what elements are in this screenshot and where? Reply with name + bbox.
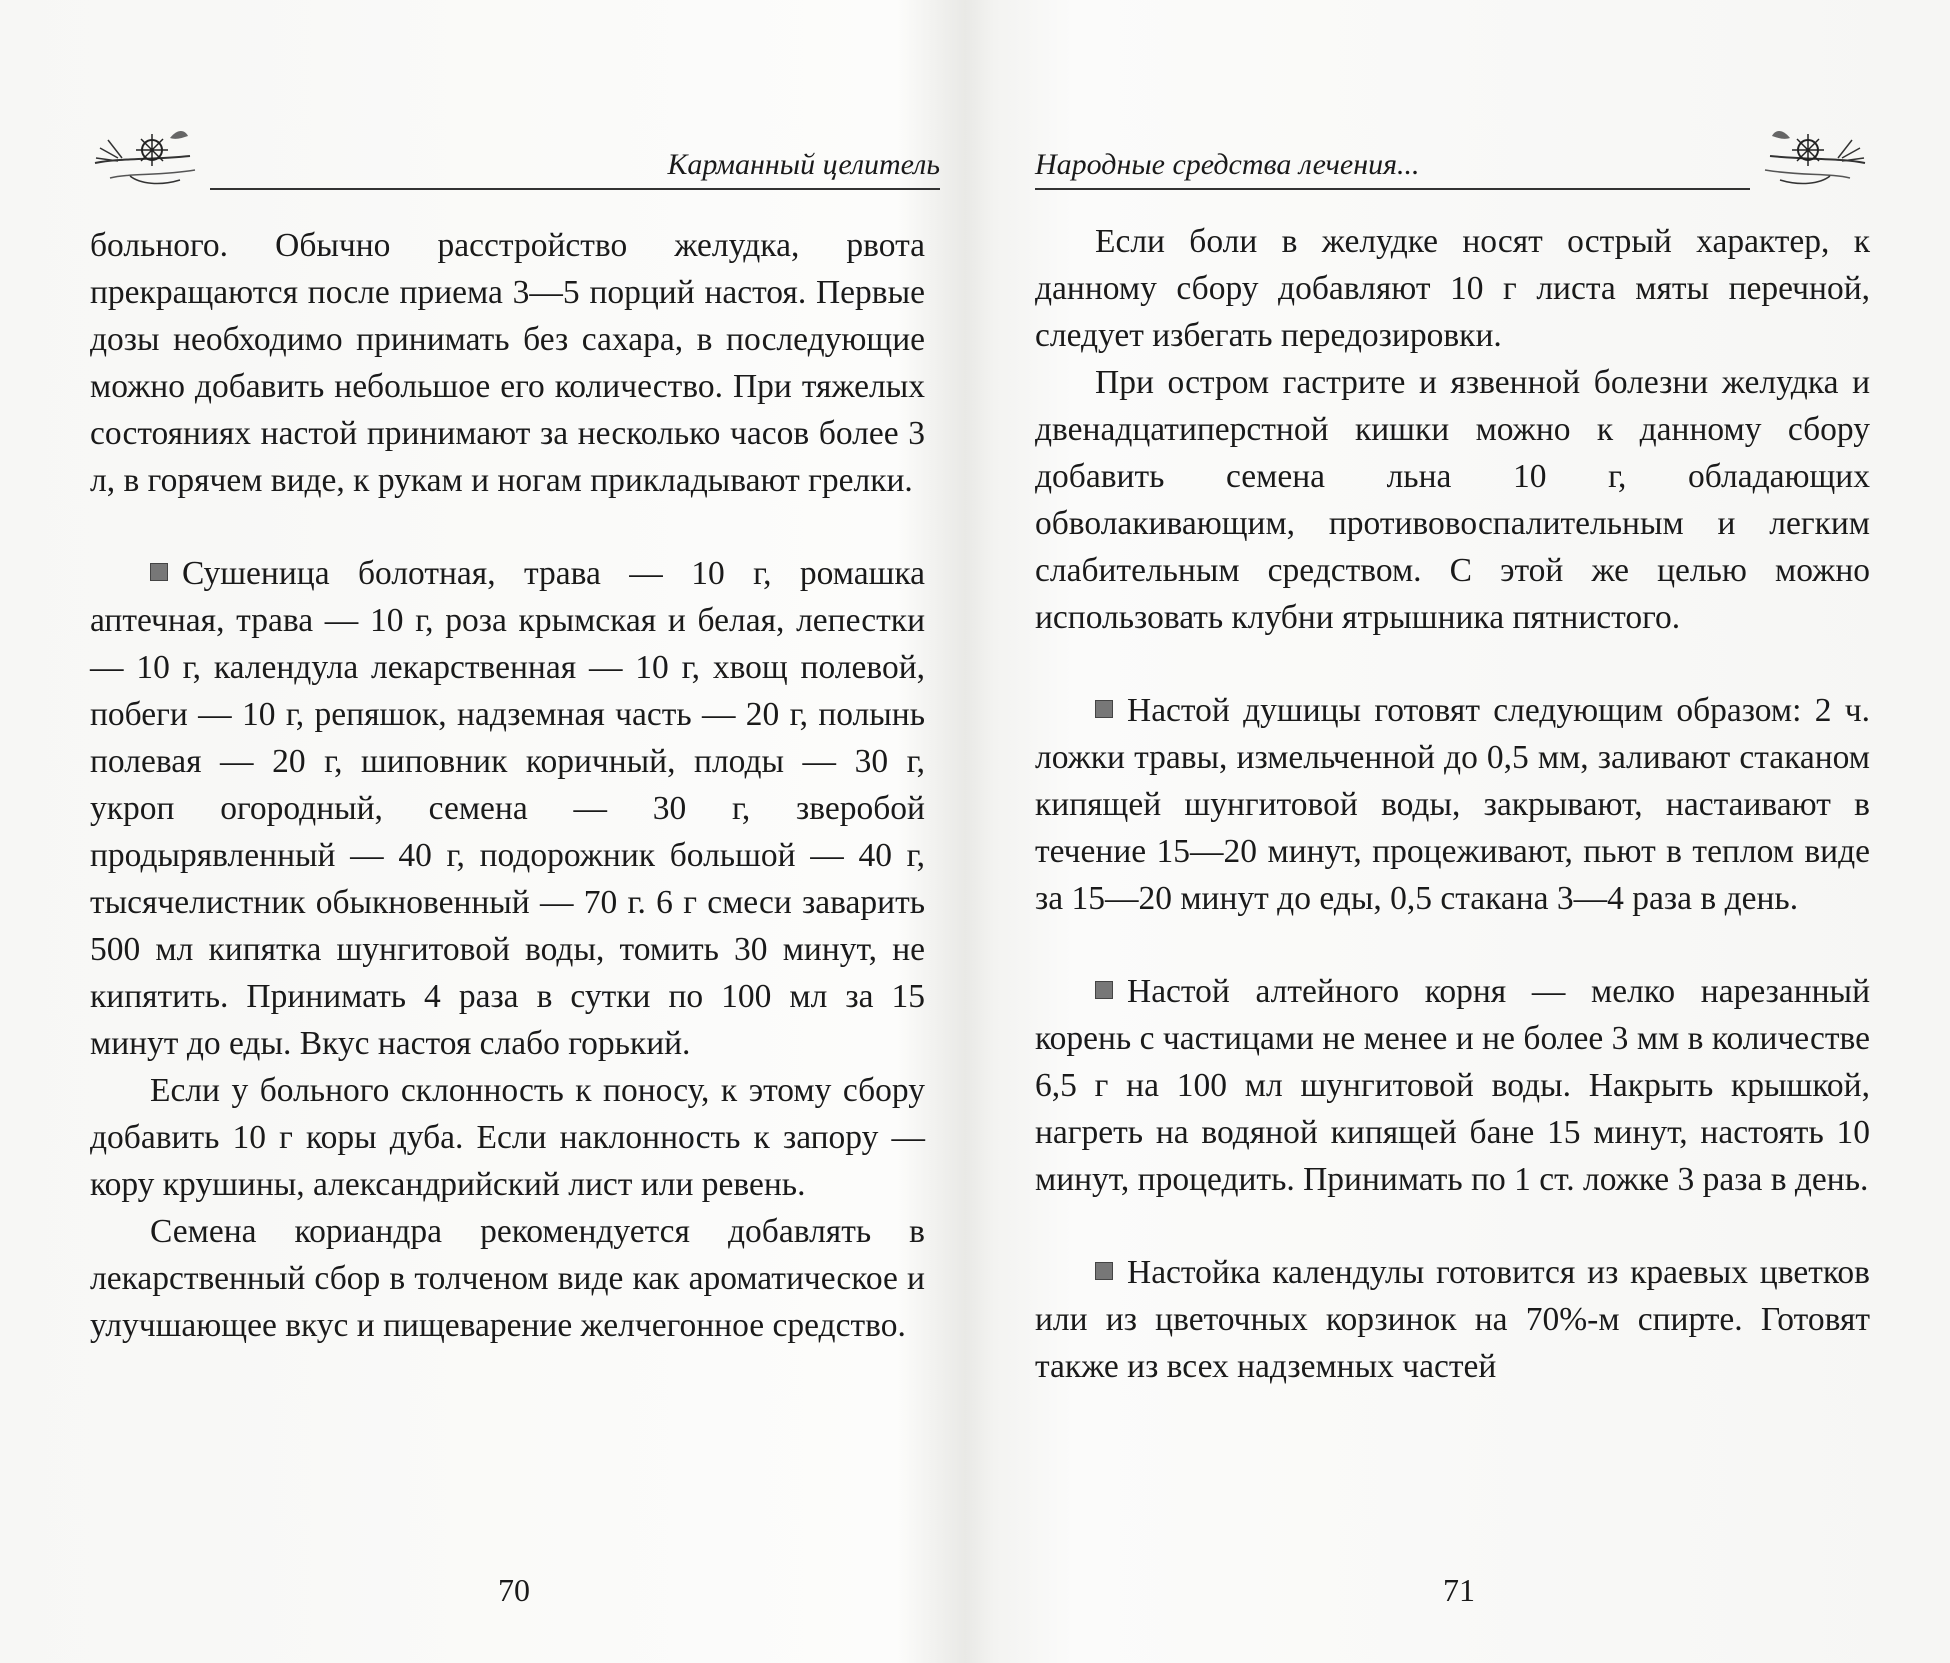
running-title: Карманный целитель	[667, 148, 940, 181]
left-page-text	[90, 222, 925, 1349]
header-rule	[210, 188, 940, 190]
right-page-header	[1035, 118, 1870, 198]
left-page-header	[90, 118, 940, 198]
paragraph: больного. Обычно расстройство желудка, рвота прекращаются после приема 3—5 порций настоя. Первые дозы необходимо принимать без сахара, в последующие можно добавить небольшое его количество. При тяжелых состояниях настой принимают за несколько часов более 3 л, в горячем виде, к рукам и ногам прикладывают грелки.	[90, 227, 925, 499]
flower-ornament-icon	[1760, 118, 1870, 198]
right-page-text	[1035, 218, 1870, 1390]
paragraph: Настой алтейного корня — мелко нарезанный корень с частицами не менее и не более 3 мм в количестве 6,5 г на 100 мл шунгитовой воды. Накрыть крышкой, нагреть на водяной кипящей бане 15 минут, настоять 10 минут, процедить. Принимать по 1 ст. ложке 3 раза в день.	[1035, 973, 1870, 1198]
paragraph: Семена кориандра рекомендуется добавлять в лекарственный сбор в толченом виде как ароматическое и улучшающее вкус и пищеварение желчегонное средство.	[90, 1213, 925, 1344]
page-number: 70	[498, 1572, 530, 1608]
paragraph: Если у больного склонность к поносу, к этому сбору добавить 10 г коры дуба. Если наклонность к запору — кору крушины, александрийский лист или ревень.	[90, 1072, 925, 1203]
paragraph: Настойка календулы готовится из краевых цветков или из цветочных корзинок на 70%-м спирте. Готовят также из всех надземных частей	[1035, 1254, 1870, 1385]
running-title: Народные средства лечения...	[1035, 148, 1420, 181]
paragraph: Настой душицы готовят следующим образом: 2 ч. ложки травы, измельченной до 0,5 мм, заливают стаканом кипящей шунгитовой воды, закрывают, настаивают в течение 15—20 минут, процеживают, пьют в теплом виде за 15—20 минут до еды, 0,5 стакана 3—4 раза в день.	[1035, 692, 1870, 917]
square-bullet-icon	[150, 563, 168, 581]
flower-ornament-icon	[90, 118, 200, 198]
right-page	[975, 0, 1950, 1663]
paragraph: Если боли в желудке носят острый характер, к данному сбору добавляют 10 г листа мяты перечной, следует избегать передозировки.	[1035, 223, 1870, 354]
square-bullet-icon	[1095, 1262, 1113, 1280]
square-bullet-icon	[1095, 700, 1113, 718]
paragraph: Сушеница болотная, трава — 10 г, ромашка аптечная, трава — 10 г, роза крымская и белая, лепестки — 10 г, календула лекарственная — 10 г, хвощ полевой, побеги — 10 г, репяшок, надземная часть — 20 г, полынь полевая — 20 г, шиповник коричный, плоды — 30 г, укроп огородный, семена — 30 г, зверобой продырявленный — 40 г, подорожник большой — 40 г, тысячелистник обыкновенный — 70 г. 6 г смеси заварить 500 мл кипятка шунгитовой воды, томить 30 минут, не кипятить. Принимать 4 раза в сутки по 100 мл за 15 минут до еды. Вкус настоя слабо горький.	[90, 555, 925, 1062]
square-bullet-icon	[1095, 981, 1113, 999]
paragraph: При остром гастрите и язвенной болезни желудка и двенадцатиперстной кишки можно к данному сбору добавить семена льна 10 г, обладающих обволакивающим, противовоспалительным и легким слабительным средством. С этой же целью можно использовать клубни ятрышника пятнистого.	[1035, 364, 1870, 636]
page-number: 71	[1443, 1572, 1475, 1608]
header-rule	[1035, 188, 1750, 190]
